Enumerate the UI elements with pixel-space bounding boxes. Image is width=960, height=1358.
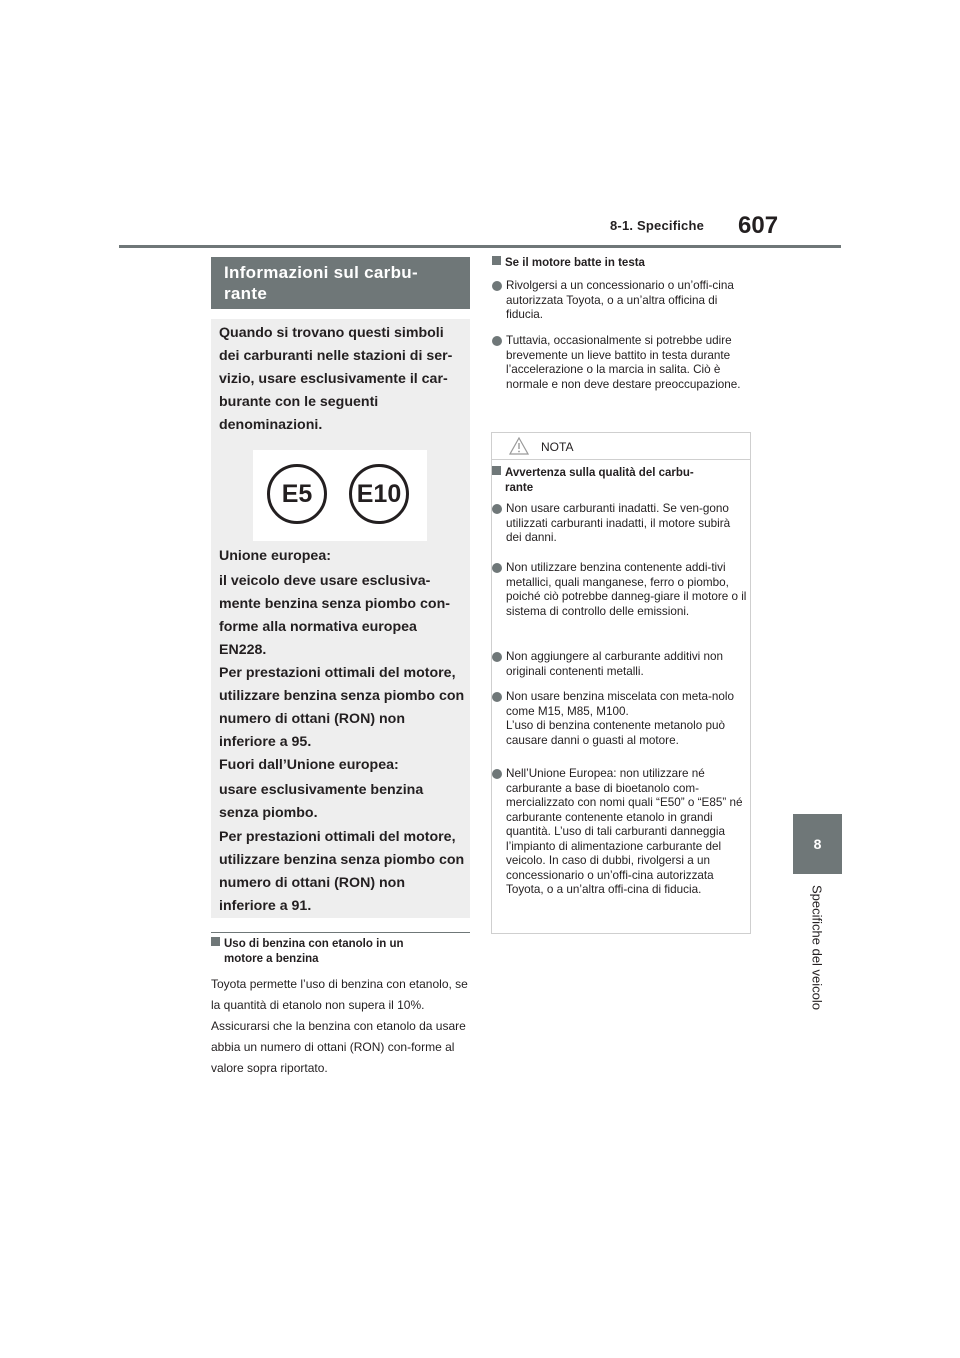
eu-performance-note: Per prestazioni ottimali del motore, utilizzare benzina senza piombo con numero di ottani (RON) non inferiore a 95. bbox=[219, 665, 465, 750]
ethanol-heading-line2: motore a benzina bbox=[224, 953, 319, 965]
nota-item-text: Non aggiungere al carburante additivi non originali contenenti metalli. bbox=[506, 650, 724, 678]
knocking-heading bbox=[492, 256, 645, 269]
nota-subtitle bbox=[492, 466, 750, 496]
list-item bbox=[492, 279, 750, 323]
nota-item-text: Non usare carburanti inadatti. Se ven-gono utilizzati carburanti inadatti, il motore subirà dei danni. bbox=[506, 502, 731, 544]
nota-list-item bbox=[492, 767, 748, 898]
eu-heading: Unione europea: bbox=[219, 548, 331, 564]
ethanol-heading-line1: Uso di benzina con etanolo in un bbox=[224, 938, 404, 950]
non-eu-requirement: usare esclusivamente benzina senza piombo. bbox=[219, 782, 424, 821]
nota-list-item bbox=[492, 502, 748, 546]
nota-list-item bbox=[492, 650, 748, 679]
chapter-side-label bbox=[807, 885, 827, 1025]
caution-triangle-icon bbox=[509, 437, 529, 455]
fuel-symbol-e5: E5 bbox=[267, 464, 327, 524]
list-item bbox=[492, 334, 750, 392]
page-number: 607 bbox=[738, 212, 779, 239]
eu-requirement: il veicolo deve usare esclusiva-mente benzina senza piombo con-forme alla normativa europea EN228. bbox=[219, 573, 450, 658]
square-bullet-icon bbox=[492, 466, 501, 475]
fuel-info-intro: Quando si trovano questi simboli dei carburanti nelle stazioni di ser-vizio, usare esclusivamente il car-burante con le seguenti denominazioni. bbox=[219, 325, 453, 433]
nota-item-text: Non usare benzina miscelata con meta-nolo come M15, M85, M100. L’uso di benzina contenente metanolo può causare danni o guasti al motore. bbox=[506, 690, 735, 747]
nota-header-divider bbox=[492, 459, 750, 460]
ethanol-heading bbox=[211, 937, 470, 967]
square-bullet-icon bbox=[211, 937, 220, 946]
bullet-dot-icon bbox=[492, 281, 502, 291]
nota-list-item bbox=[492, 690, 748, 748]
nota-subtitle-line1: Avvertenza sulla qualità del carbu- bbox=[505, 467, 694, 479]
ethanol-body: Toyota permette l’uso di benzina con etanolo, se la quantità di etanolo non supera il 10%. Assicurarsi che la benzina con etanolo da usare abbia un numero di ottani (RON) con-forme al valore sopra riportato. bbox=[211, 977, 468, 1075]
section-label: 8-1. Specifiche bbox=[610, 218, 705, 233]
list-item-text: Tuttavia, occasionalmente si potrebbe udire brevemente un lieve battito in testa durante l’accelerazione o la marcia in salita. Ciò è normale e non deve destare preoccupazione. bbox=[506, 334, 741, 391]
non-eu-performance-note: Per prestazioni ottimali del motore, utilizzare benzina senza piombo con numero di ottani (RON) non inferiore a 91. bbox=[219, 829, 465, 914]
fuel-symbol-e10: E10 bbox=[349, 464, 409, 524]
nota-item-text: Nell’Unione Europea: non utilizzare né carburante a base di bioetanolo com-mercializzato con nomi quali “E50” o “E85” né carburante contenente etanolo in grandi quantità. L’uso di tali carburanti danneggia l’impianto di alimentazione carburante del veicolo. In caso di dubbi, rivolgersi a un concessionario o un’offi-cina autorizzata Toyota, o a un’altra offi-cina di fiducia. bbox=[506, 767, 743, 896]
square-bullet-icon bbox=[492, 256, 501, 265]
ethanol-divider bbox=[211, 932, 470, 933]
bullet-dot-icon bbox=[492, 692, 502, 702]
non-eu-heading: Fuori dall’Unione europea: bbox=[219, 757, 399, 773]
nota-item-text: Non utilizzare benzina contenente addi-tivi metallici, quali manganese, ferro o piombo, poiché ciò potrebbe danneg-giare il motore o il sistema di controllo delle emissioni. bbox=[506, 561, 747, 618]
bullet-dot-icon bbox=[492, 504, 502, 514]
list-item-text: Rivolgersi a un concessionario o un’offi-cina autorizzata Toyota, o a un’altra officina di fiducia. bbox=[506, 279, 734, 321]
header-divider bbox=[119, 245, 841, 248]
bullet-dot-icon bbox=[492, 652, 502, 662]
knocking-heading-text: Se il motore batte in testa bbox=[505, 257, 645, 269]
bullet-dot-icon bbox=[492, 336, 502, 346]
nota-subtitle-line2: rante bbox=[505, 482, 534, 494]
chapter-side-label-text: Specifiche del veicolo bbox=[809, 885, 825, 1011]
bullet-dot-icon bbox=[492, 563, 502, 573]
chapter-tab: 8 bbox=[793, 814, 842, 874]
nota-list-item bbox=[492, 561, 748, 619]
fuel-info-title: Informazioni sul carbu- rante bbox=[224, 263, 418, 303]
nota-label: NOTA bbox=[541, 440, 574, 454]
bullet-dot-icon bbox=[492, 769, 502, 779]
fuel-logos bbox=[253, 450, 427, 541]
